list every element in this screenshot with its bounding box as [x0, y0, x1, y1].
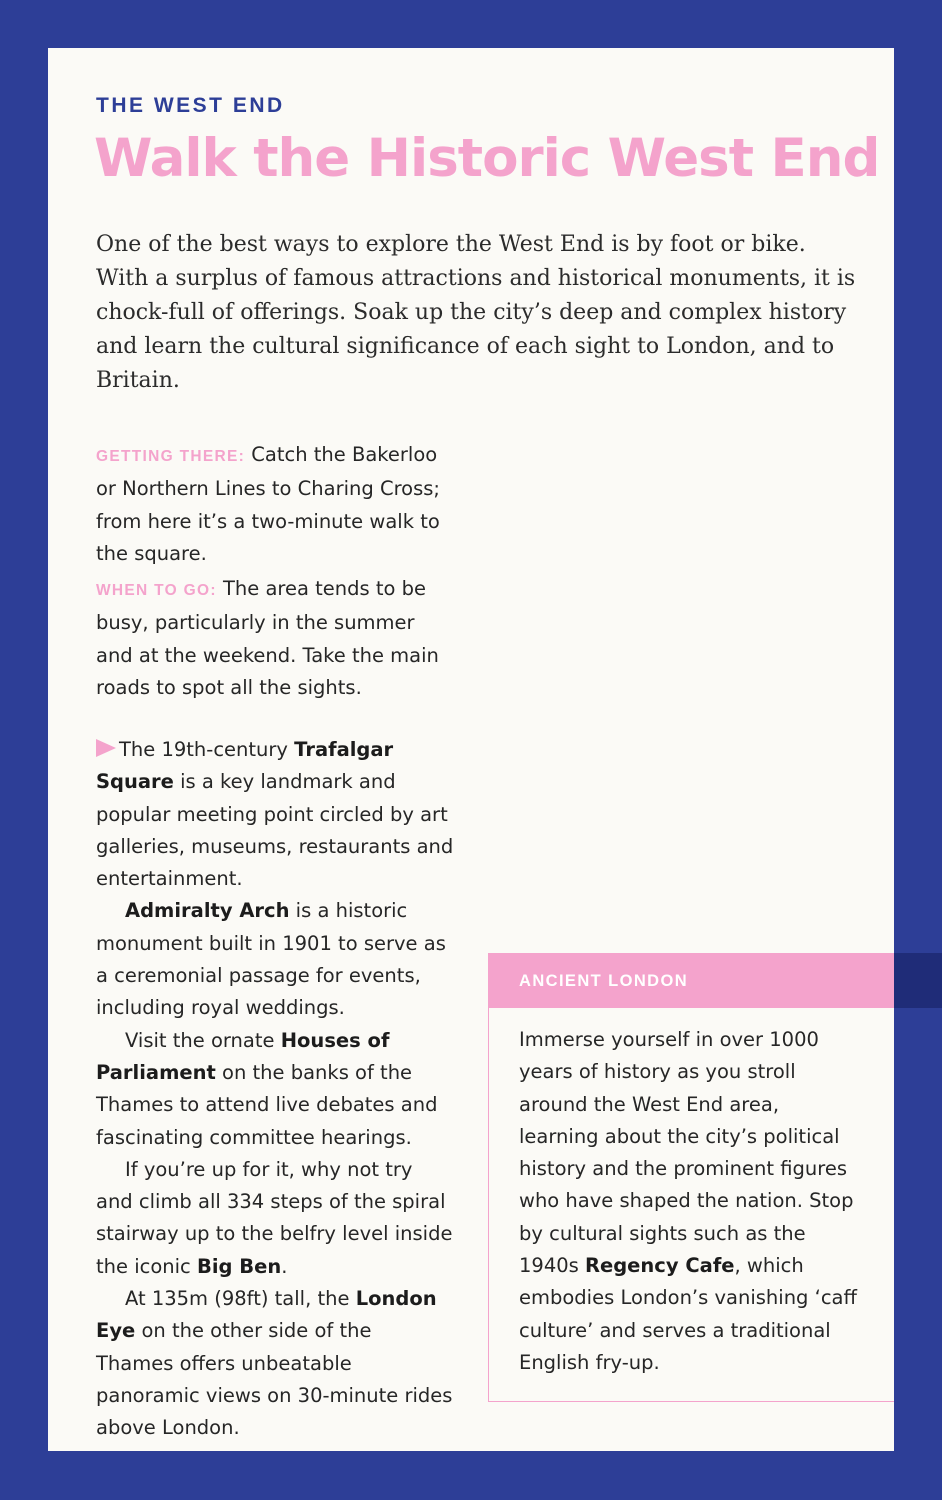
page-title: Walk the Historic West End: [94, 128, 880, 189]
sidebar-box: [488, 1008, 894, 1402]
sidebar-header: [488, 953, 894, 1008]
text-run: If you’re up for it, why not try and climb all 334 steps of the spiral stairway up to the belfry level inside the iconic: [96, 1157, 453, 1278]
text-run: on the banks of the Thames to attend live debates and fascinating committee hearings.: [96, 1060, 438, 1149]
place-name-bold: Admiralty Arch: [125, 899, 290, 923]
paragraph-admiralty: [96, 895, 454, 1024]
place-name-bold: Big Ben: [196, 1254, 282, 1278]
text-run: .: [281, 1254, 288, 1278]
paragraph-london-eye: [96, 1283, 454, 1444]
pink-arrow-icon: [96, 739, 116, 757]
page-edge-tab: [894, 953, 942, 1008]
when-to-go-text: The area tends to be busy, particularly in the summer and at the weekend. Take the main roads to spot all the sights.: [96, 577, 439, 699]
paragraph-big-ben: [96, 1154, 454, 1283]
paragraph-parliament: [96, 1025, 454, 1154]
main-body-text: [96, 734, 454, 1445]
getting-there-label: GETTING THERE:: [96, 448, 246, 465]
place-name-bold: Houses of Parliament: [96, 1028, 390, 1084]
text-run: is a historic monument built in 1901 to serve as a ceremonial passage for events, including royal weddings.: [96, 899, 446, 1020]
place-name-bold: London Eye: [96, 1287, 437, 1343]
text-run: is a key landmark and popular meeting point circled by art galleries, museums, restaurants and entertainment.: [96, 770, 454, 891]
text-run: At 135m (98ft) tall, the: [125, 1287, 356, 1311]
place-name-bold: Trafalgar Square: [96, 738, 394, 794]
when-to-go-info: [96, 573, 454, 704]
sidebar-text: [519, 1024, 859, 1379]
getting-there-text: Catch the Bakerloo or Northern Lines to Charing Cross; from here it’s a two-minute walk to the square.: [96, 443, 441, 565]
intro-paragraph: One of the best ways to explore the West End is by foot or bike. With a surplus of famous attractions and historical monuments, it is chock-full of offerings. Soak up the city’s deep and complex history and learn the cultural significance of each sight to London, and to Britain.: [96, 232, 856, 393]
text-run: Visit the ornate: [125, 1028, 281, 1052]
text-run: The 19th-century: [119, 738, 295, 761]
place-name-bold: Regency Cafe: [584, 1254, 735, 1278]
section-kicker: THE WEST END: [96, 94, 285, 117]
text-run: on the other side of the Thames offers unbeatable panoramic views on 30-minute rides above London.: [96, 1319, 453, 1440]
paragraph-trafalgar: [96, 734, 454, 895]
text-run: Immerse yourself in over 1000 years of history as you stroll around the West End area, learning about the city’s political history and the prominent figures who have shaped the nation. Stop by cultural sights such as the 1940s: [519, 1028, 854, 1278]
text-run: , which embodies London’s vanishing ‘caff culture’ and serves a traditional English fry-up.: [519, 1254, 857, 1374]
when-to-go-label: WHEN TO GO:: [96, 582, 217, 599]
sidebar-title: ANCIENT LONDON: [519, 972, 689, 990]
getting-there-info: [96, 439, 454, 570]
